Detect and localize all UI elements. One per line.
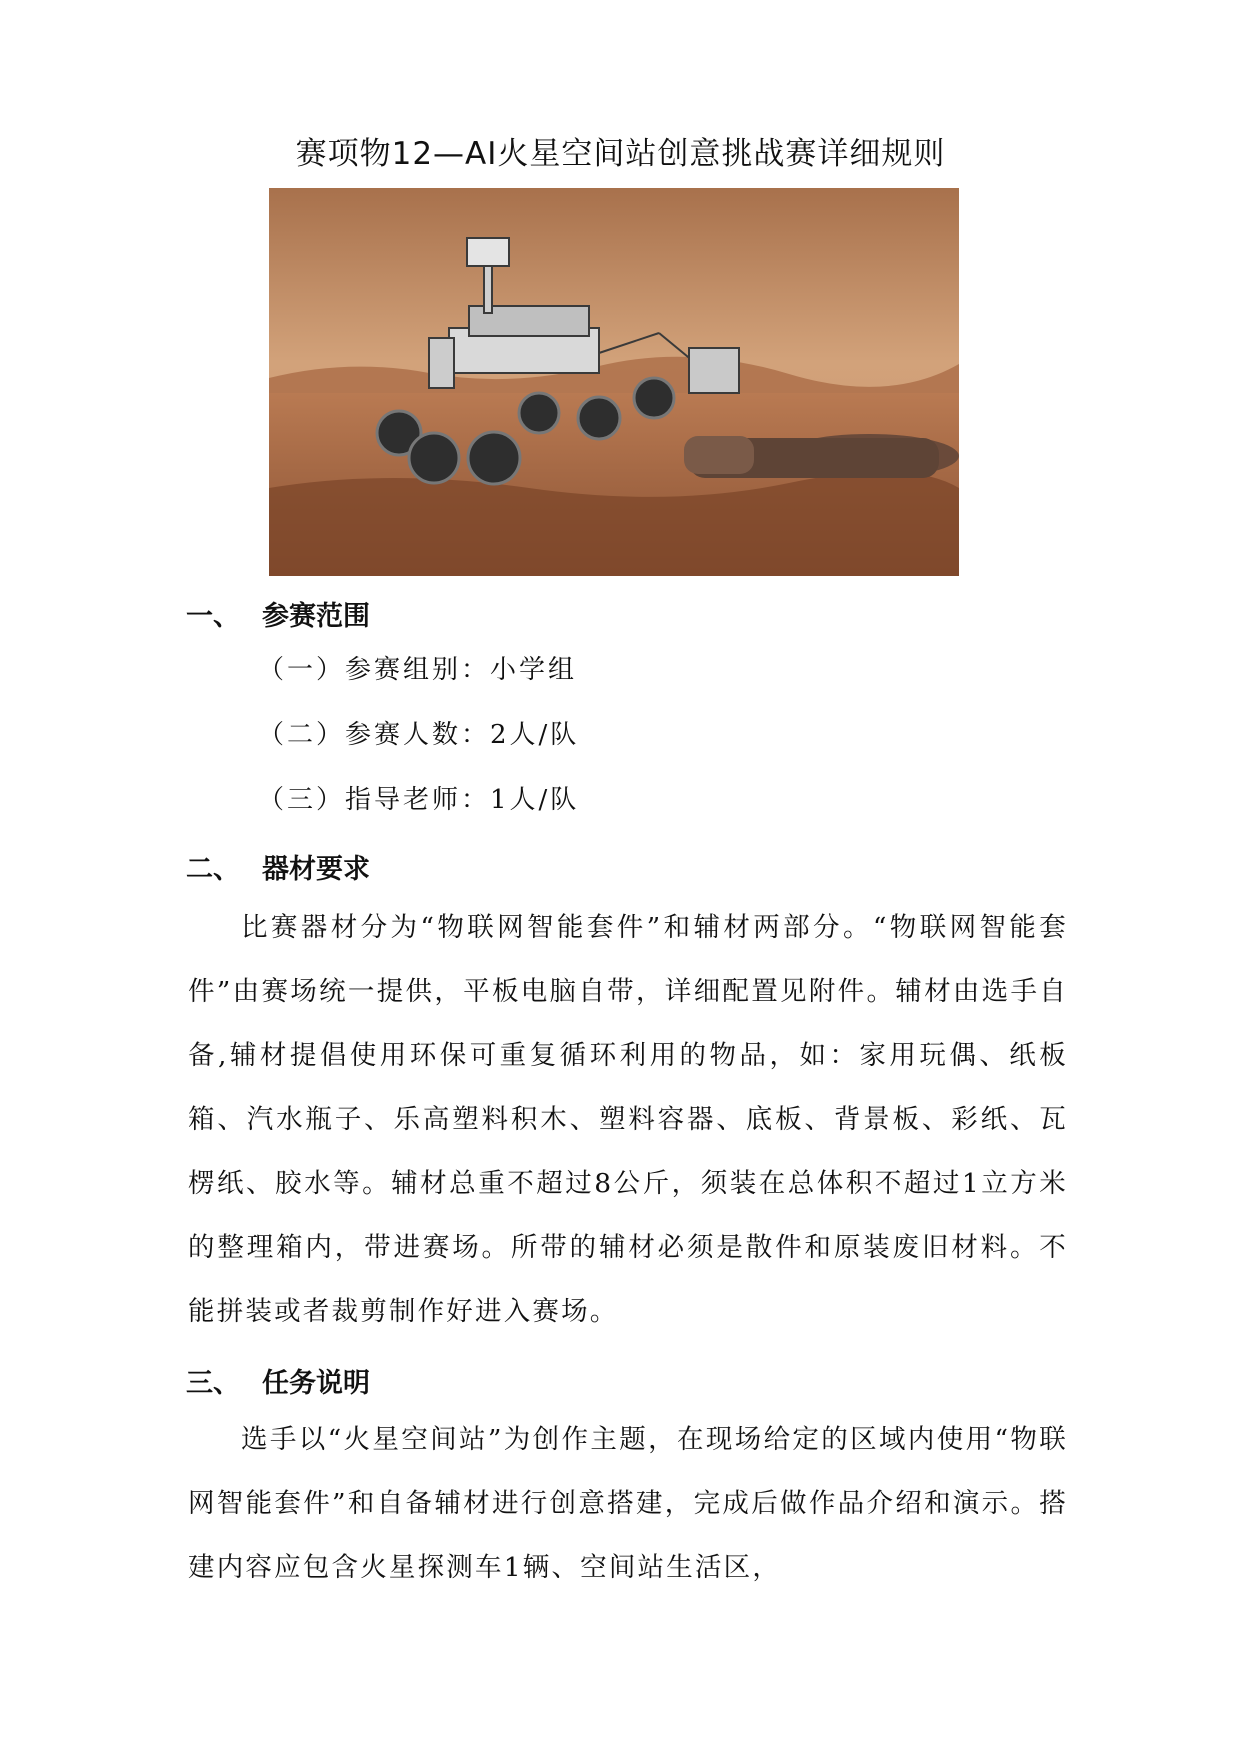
section-number: 三、 [186, 1368, 240, 1399]
section-paragraph-equipment: 比赛器材分为“物联网智能套件”和辅材两部分。“物联网智能套件”由赛场统一提供，平板电脑自带，详细配置见附件。辅材由选手自备,辅材提倡使用环保可重复循环利用的物品，如：家用玩偶、纸板箱、汽水瓶子、乐高塑料积木、塑料容器、底板、背景板、彩纸、瓦楞纸、胶水等。辅材总重不超过8公斤，须装在总体积不超过1立方米的整理箱内，带进赛场。所带的辅材必须是散件和原装废旧材料。不能拼装或者裁剪制作好进入赛场。 [188, 912, 1068, 1327]
section-number: 一、 [186, 601, 240, 632]
section-paragraph-task: 选手以“火星空间站”为创作主题，在现场给定的区域内使用“物联网智能套件”和自备辅材进行创意搭建，完成后做作品介绍和演示。搭建内容应包含火星探测车1辆、空间站生活区， [188, 1424, 1068, 1583]
mars-rover-illustration-icon [269, 188, 959, 576]
section-title: 任务说明 [262, 1368, 370, 1399]
section-number: 二、 [186, 854, 240, 885]
section-heading-equipment [186, 850, 370, 890]
section-title: 参赛范围 [262, 601, 370, 632]
section-heading-scope [186, 597, 370, 637]
page-title: 赛项物12—AI火星空间站创意挑战赛详细规则 [295, 136, 946, 172]
section-heading-task [186, 1364, 370, 1404]
list-item: （一）参赛组别：小学组 [258, 655, 578, 685]
list-item: （二）参赛人数：2人/队 [258, 720, 580, 750]
list-item: （三）指导老师：1人/队 [258, 785, 580, 815]
mars-rover-image [269, 188, 959, 576]
section-title: 器材要求 [262, 854, 370, 885]
